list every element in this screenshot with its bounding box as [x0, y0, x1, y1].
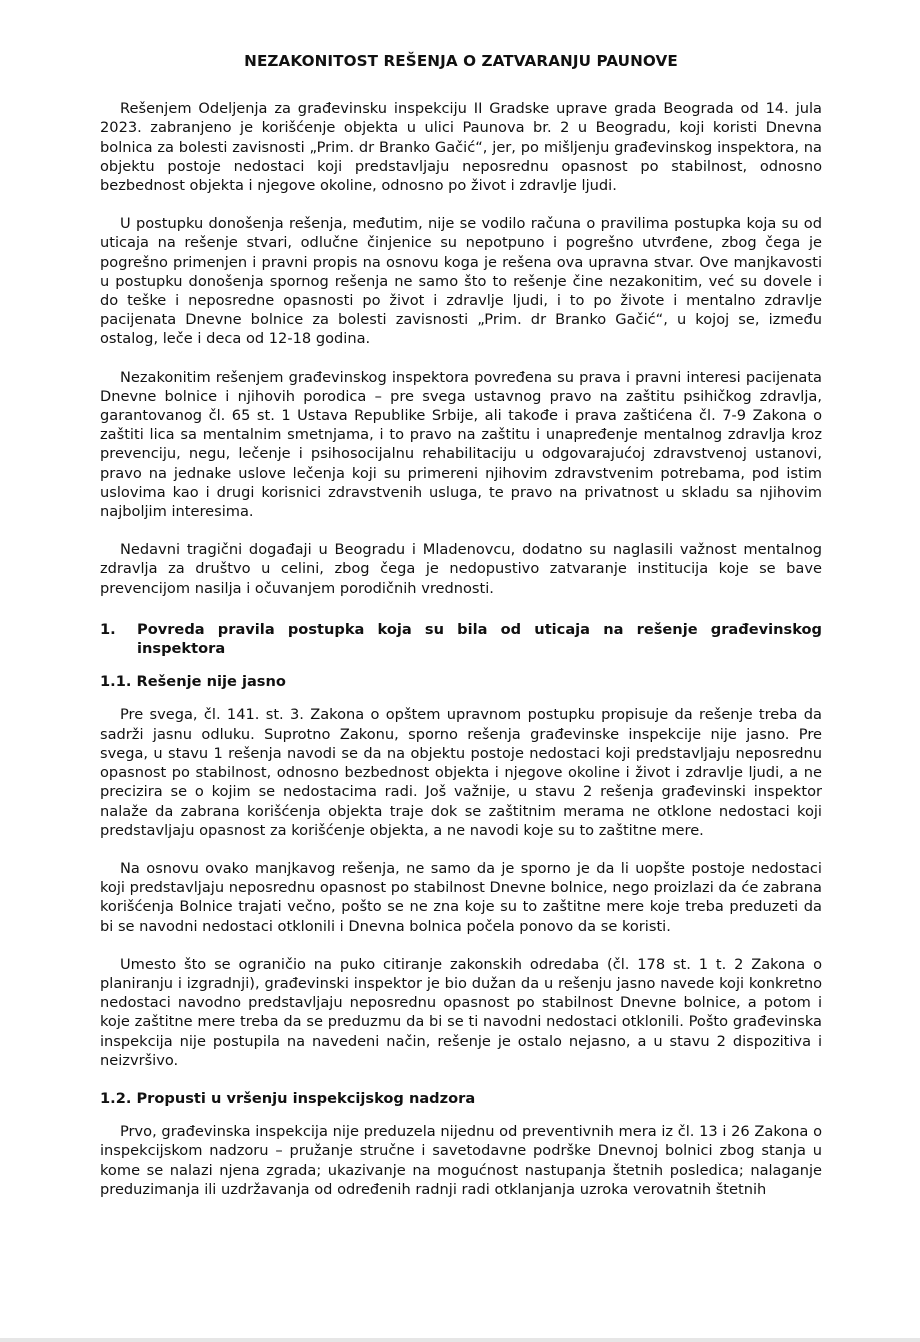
section-1-number: 1. [100, 620, 116, 638]
document-title: NEZAKONITOST REŠENJA O ZATVARANJU PAUNOVE [244, 52, 678, 70]
section-1-1-paragraph-3: Umesto što se ograničio na puko citiranje zakonskih odredaba (čl. 178 st. 1 t. 2 Zakona o planiranju i izgradnji), građevinski inspektor je bio dužan da u rešenju jasno navede koji konkretno nedostaci navodno predstavljaju neposrednu opasnost po stabilnost Dnevne bolnice, a potom i koje zaštitne mere treba da se preduzmu da bi se ti navodni nedostaci otklonili. Pošto građevinska inspekcija nije postupila na navedeni način, rešenje je ostalo nejasno, a u stavu 2 dispozitiva i neizvršivo. [100, 955, 822, 1069]
section-1-1-title: 1.1. Rešenje nije jasno [100, 673, 286, 691]
section-1-2-paragraph-1: Prvo, građevinska inspekcija nije preduzela nijednu od preventivnih mera iz čl. 13 i 26 Zakona o inspekcijskom nadzoru – pružanje stručne i savetodavne podrške Dnevnoj bolnici zbog stanja u kome se nalazi njena zgrada; ukazivanje na mogućnost nastupanja štetnih posledica; nalaganje preduzimanja ili uzdržavanja od određenih radnji radi otklanjanja uzroka verovatnih štetnih [100, 1123, 822, 1198]
section-1-1-paragraph-2: Na osnovu ovako manjkavog rešenja, ne samo da je sporno je da li uopšte postoje nedostaci koji predstavljaju neposrednu opasnost po stabilnost Dnevne bolnice, nego proizlazi da će zabrana korišćenja Bolnice trajati večno, pošto se ne zna koje su to zaštitne mere koje treba preduzeti da bi se navodni nedostaci otklonili i Dnevna bolnica počela ponovo da se koristi. [100, 859, 822, 935]
section-1-2-title: 1.2. Propusti u vršenju inspekcijskog nadzora [100, 1089, 476, 1107]
page-bottom-edge [0, 1338, 920, 1342]
section-1-1-paragraph-1: Pre svega, čl. 141. st. 3. Zakona o opštem upravnom postupku propisuje da rešenje treba da sadrži jasnu odluku. Suprotno Zakonu, sporno rešenja građevinske inspekcije nije jasno. Pre svega, u stavu 1 rešenja navodi se da na objektu postoje nedostaci koji predstavljaju neposrednu opasnost po stabilnost, odnosno bezbednost objekta i njegove okoline i život i zdravlje ljudi, a ne precizira se o kojim se nedostacima radi. Još važnije, u stavu 2 rešenja građevinski inspektor nalaže da zabrana korišćenja objekta traje dok se zaštitnim merama ne otklone nedostaci koji predstavljaju opasnost za korišćenje objekta, a ne navodi koje su to zaštitne mere. [100, 706, 822, 839]
section-1-title: Povreda pravila postupka koja su bila od uticaja na rešenje građevinskog inspektora [137, 620, 822, 658]
intro-paragraph-2: U postupku donošenja rešenja, međutim, nije se vodilo računa o pravilima postupka koja su od uticaja na rešenje stvari, odlučne činjenice su nepotpuno i pogrešno utvrđene, zbog čega je pogrešno primenjen i pravni propis na osnovu koga je rešena ova upravna stvar. Ove manjkavosti u postupku donošenja spornog rešenja ne samo što to rešenje čine nezakonitim, već su dovele i do teške i neposredne opasnosti po život i zdravlje ljudi, i to po živote i mentalno zdravlje pacijenata Dnevne bolnice za bolesti zavisnosti „Prim. dr Branko Gačić“, u kojoj se, između ostalog, leče i deca od 12-18 godina. [100, 215, 822, 348]
section-1-heading [100, 620, 822, 658]
intro-paragraph-3: Nezakonitim rešenjem građevinskog inspektora povređena su prava i pravni interesi pacijenata Dnevne bolnice i njihovih porodica – pre svega ustavnog pravo na zaštitu psihičkog zdravlja, garantovanog čl. 65 st. 1 Ustava Republike Srbije, ali takođe i prava zaštićena čl. 7-9 Zakona o zaštiti lica sa mentalnim smetnjama, i to pravo na zaštitu i unapređenje mentalnog zdravlja kroz prevenciju, negu, lečenje i psihosocijalnu rehabilitaciju u odgovarajućoj zdravstvenoj ustanovi, pravo na jednake uslove lečenja koji su primereni njihovim zdravstvenim potrebama, pod istim uslovima kao i drugi korisnici zdravstvenih usluga, te pravo na privatnost u skladu sa njihovim najboljim interesima. [100, 368, 822, 521]
intro-paragraph-4: Nedavni tragični događaji u Beogradu i Mladenovcu, dodatno su naglasili važnost mentalnog zdravlja za društvo u celini, zbog čega je nedopustivo zatvaranje institucija koje se bave prevencijom nasilja i očuvanjem porodičnih vrednosti. [100, 541, 822, 597]
intro-paragraph-1: Rešenjem Odeljenja za građevinsku inspekciju II Gradske uprave grada Beograda od 14. jula 2023. zabranjeno je korišćenje objekta u ulici Paunova br. 2 u Beogradu, koji koristi Dnevna bolnica za bolesti zavisnosti „Prim. dr Branko Gačić“, jer, po mišljenju građevinskog inspektora, na objektu postoje nedostaci koji predstavljaju neposrednu opasnost po stabilnost, odnosno bezbednost objekta i njegove okoline, odnosno po život i zdravlje ljudi. [100, 100, 822, 195]
